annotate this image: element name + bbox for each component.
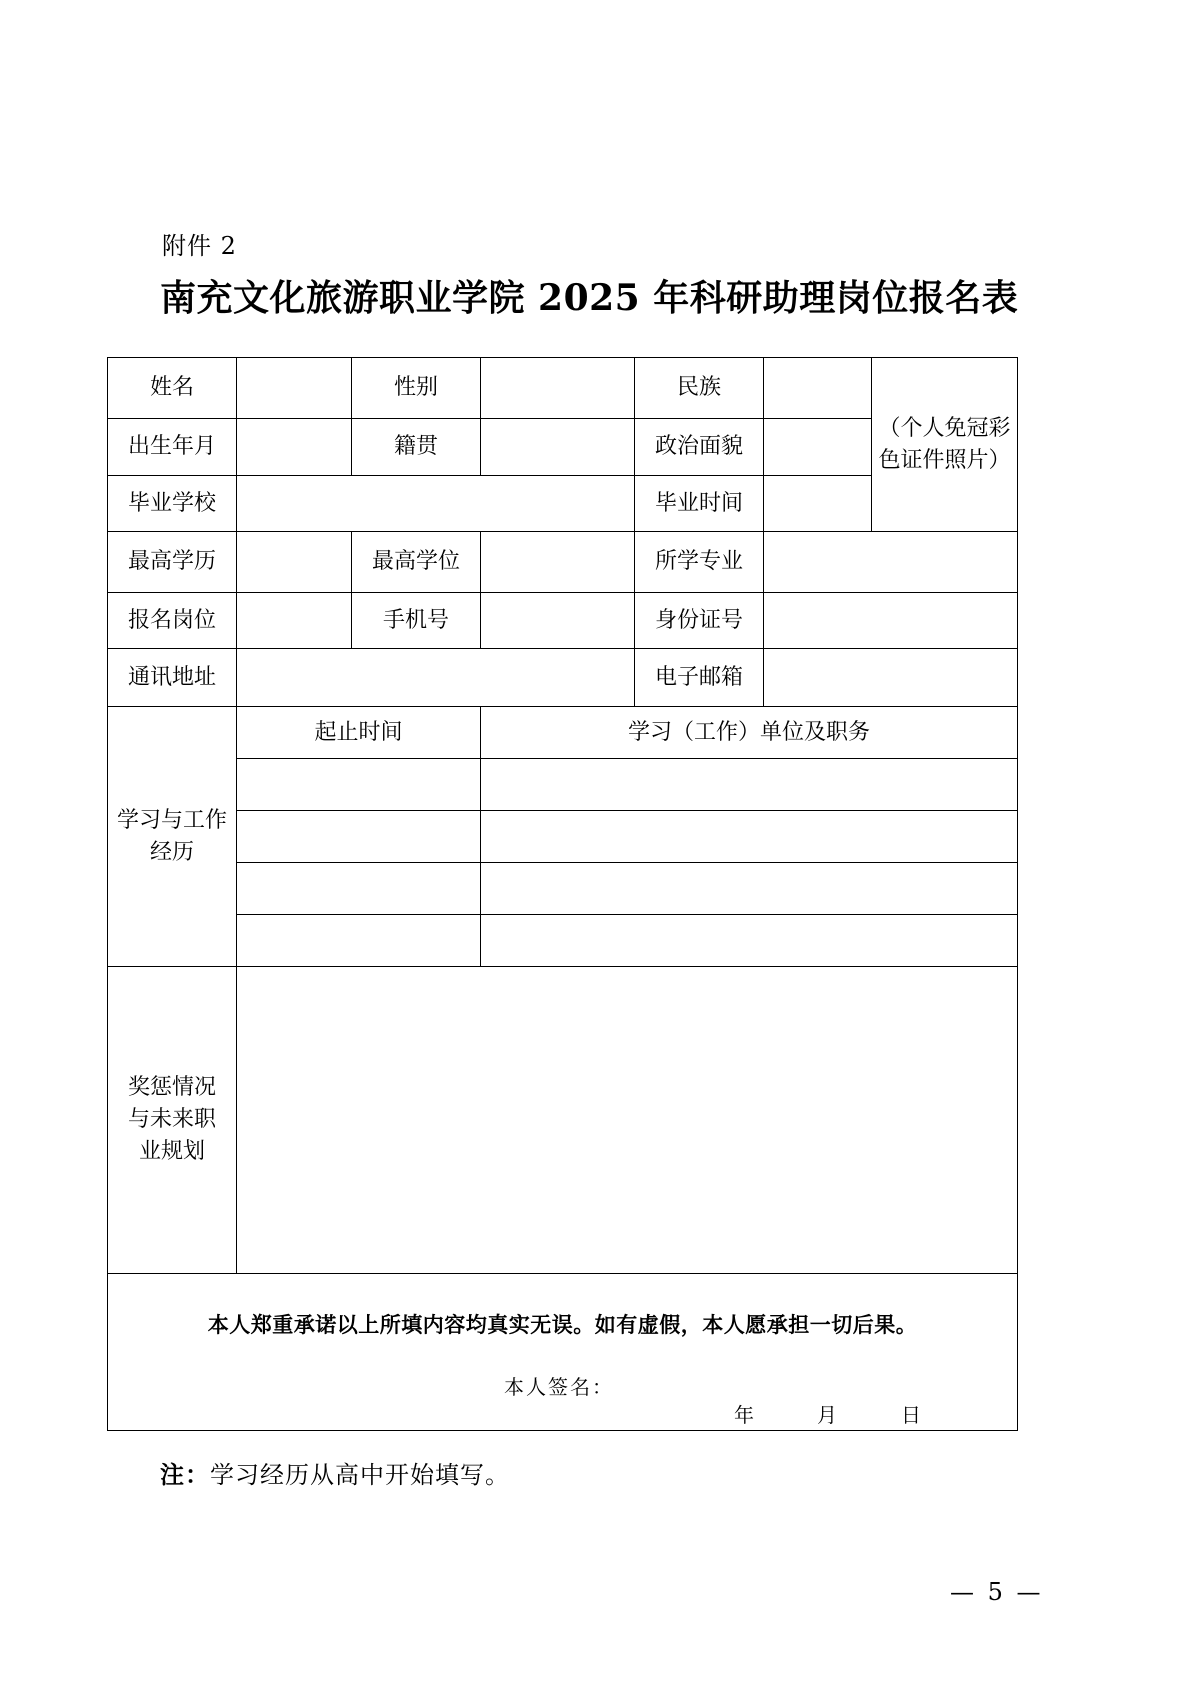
history-period-cell[interactable] <box>237 863 481 915</box>
degree-label: 最高学位 <box>352 532 481 593</box>
history-unit-cell[interactable] <box>481 759 1018 811</box>
ethnicity-field[interactable] <box>764 358 872 419</box>
note-prefix: 注： <box>160 1460 210 1489</box>
gender-label: 性别 <box>352 358 481 419</box>
page-title: 南充文化旅游职业学院 2025 年科研助理岗位报名表 <box>160 277 1019 319</box>
graduation-time-label: 毕业时间 <box>635 476 764 532</box>
graduation-time-field[interactable] <box>764 476 872 532</box>
position-label: 报名岗位 <box>108 593 237 649</box>
birth-field[interactable] <box>237 419 352 476</box>
name-label: 姓名 <box>108 358 237 419</box>
major-label: 所学专业 <box>635 532 764 593</box>
degree-field[interactable] <box>481 532 635 593</box>
history-label: 学习与工作经历 <box>108 707 237 967</box>
native-place-label: 籍贯 <box>352 419 481 476</box>
history-unit-cell[interactable] <box>481 915 1018 967</box>
history-period-cell[interactable] <box>237 811 481 863</box>
history-unit-cell[interactable] <box>481 811 1018 863</box>
education-label: 最高学历 <box>108 532 237 593</box>
period-header: 起止时间 <box>237 707 481 759</box>
email-field[interactable] <box>764 649 1018 707</box>
phone-field[interactable] <box>481 593 635 649</box>
pledge-section <box>108 1274 1018 1431</box>
date-month-label: 月 <box>817 1403 837 1427</box>
history-unit-cell[interactable] <box>481 863 1018 915</box>
address-label: 通讯地址 <box>108 649 237 707</box>
id-number-field[interactable] <box>764 593 1018 649</box>
signature-label: 本人签名： <box>504 1375 614 1399</box>
graduation-school-label: 毕业学校 <box>108 476 237 532</box>
unit-header: 学习（工作）单位及职务 <box>481 707 1018 759</box>
registration-form <box>107 357 1018 1431</box>
political-status-field[interactable] <box>764 419 872 476</box>
position-field[interactable] <box>237 593 352 649</box>
native-place-field[interactable] <box>481 419 635 476</box>
education-field[interactable] <box>237 532 352 593</box>
birth-label: 出生年月 <box>108 419 237 476</box>
address-field[interactable] <box>237 649 635 707</box>
name-field[interactable] <box>237 358 352 419</box>
date-day-label: 日 <box>901 1403 921 1427</box>
awards-field[interactable] <box>237 967 1018 1274</box>
graduation-school-field[interactable] <box>237 476 635 532</box>
gender-field[interactable] <box>481 358 635 419</box>
phone-label: 手机号 <box>352 593 481 649</box>
photo-box[interactable]: （个人免冠彩色证件照片） <box>872 358 1018 532</box>
major-field[interactable] <box>764 532 1018 593</box>
id-number-label: 身份证号 <box>635 593 764 649</box>
ethnicity-label: 民族 <box>635 358 764 419</box>
page-number: — 5 — <box>950 1578 1044 1606</box>
attachment-label: 附件 2 <box>162 232 237 260</box>
note-text: 学习经历从高中开始填写。 <box>210 1461 510 1489</box>
email-label: 电子邮箱 <box>635 649 764 707</box>
awards-label: 奖惩情况与未来职业规划 <box>108 967 237 1274</box>
history-period-cell[interactable] <box>237 759 481 811</box>
date-year-label: 年 <box>734 1403 754 1427</box>
history-period-cell[interactable] <box>237 915 481 967</box>
footnote <box>160 1455 510 1490</box>
pledge-text: 本人郑重承诺以上所填内容均真实无误。如有虚假，本人愿承担一切后果。 <box>207 1312 918 1337</box>
political-status-label: 政治面貌 <box>635 419 764 476</box>
